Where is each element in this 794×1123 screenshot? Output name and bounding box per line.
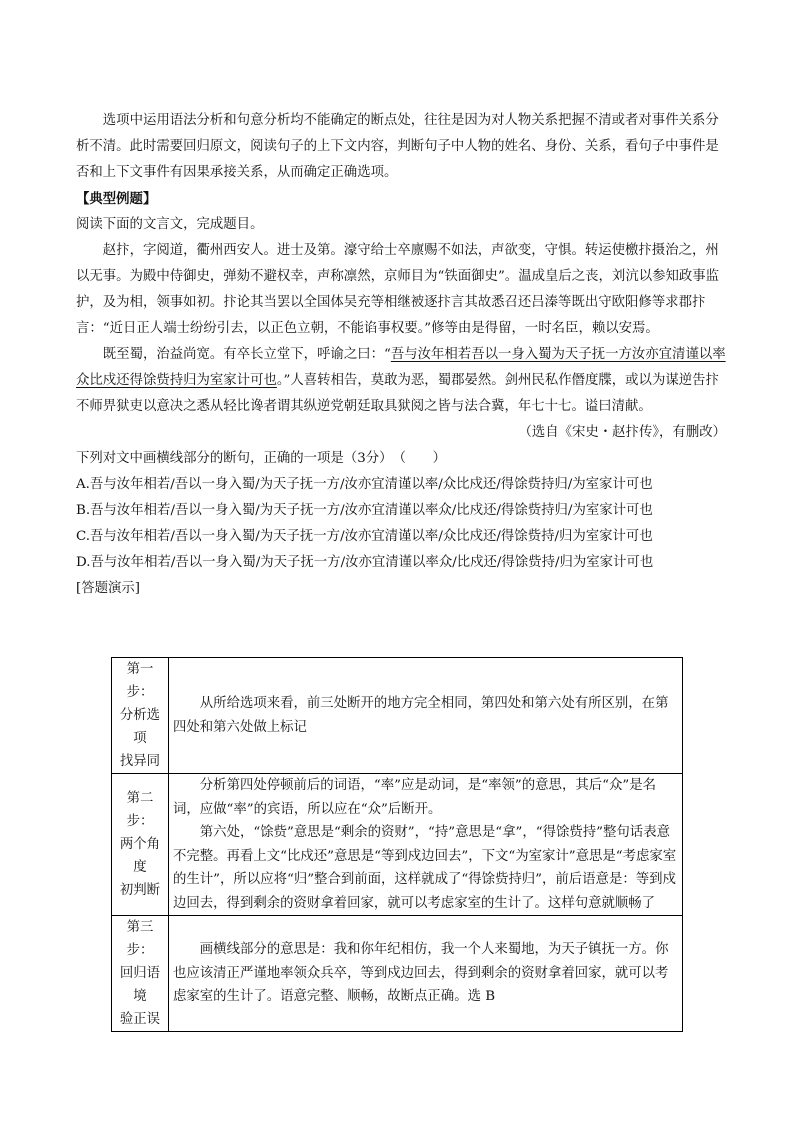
passage-paragraph-2 xyxy=(76,342,726,420)
step-2-body xyxy=(169,774,683,916)
step-1-label xyxy=(112,658,169,774)
step-3-body xyxy=(169,916,683,1032)
option-d: D.吾与汝年相若/吾以一身入蜀/为天子抚一方/汝亦宜清谨以率众/比戍还/得馀赀持/归为室家计可也 xyxy=(76,555,654,570)
step-1-label-line: 第一步： xyxy=(126,662,154,700)
option-b: B.吾与汝年相若/吾以一身入蜀/为天子抚一方/汝亦宜清谨以率众/比戍还/得馀赀持归/为室家计可也 xyxy=(76,503,653,518)
step-1-label-line: 分析选项 xyxy=(119,708,161,746)
step-2-label xyxy=(112,774,169,916)
step-2-text: 第六处，“馀赀”意思是“剩余的资财”，“持”意思是“拿”，“得馀赀持”整句话表意不完整。再看上文“比戍还”意思是“等到戍边回去”，下文“为室家计”意思是“考虑家室的生计”，所以应将“归”整合到前面，这样就成了“得馀赀持归”，前后语意是：等到戍边回去，得到剩余的资财拿着回家，就可以考虑家室的生计了。这样句意就顺畅了 xyxy=(173,825,677,911)
section-heading: 【典型例题】 xyxy=(76,191,157,207)
task-instruction: 阅读下面的文言文，完成题目。 xyxy=(76,217,264,232)
steps-table xyxy=(111,657,683,1032)
step-3-label-line: 第三步： xyxy=(126,920,154,958)
step-2-text: 分析第四处停顿前后的词语，“率”应是动词，是“率领”的意思，其后“众”是名词，应做“率”的宾语，所以应在“众”后断开。 xyxy=(173,778,656,817)
option-c: C.吾与汝年相若/吾以一身入蜀/为天子抚一方/汝亦宜清谨以率/众比戍还/得馀赀持/归为室家计可也 xyxy=(76,529,653,544)
passage-source: （选自《宋史・赵抃传》，有删改） xyxy=(518,425,726,440)
question-text: 下列对文中画横线部分的断句，正确的一项是（3分） （ ） xyxy=(76,451,447,466)
step-3-label xyxy=(112,916,169,1032)
step-3-label-line: 回归语境 xyxy=(119,966,161,1004)
step-row-3 xyxy=(112,916,683,1032)
document-page xyxy=(76,108,726,602)
step-3-text: 画横线部分的意思是：我和你年纪相仿，我一个人来蜀地，为天子镇抚一方。你也应该清正严谨地率领众兵卒，等到戍边回去，得到剩余的资财拿着回家，就可以考虑家室的生计了。语意完整、顺畅，故断点正确。选 B xyxy=(173,942,669,1005)
step-2-label-line: 初判断 xyxy=(119,883,161,898)
step-1-body xyxy=(169,658,683,774)
step-1-label-line: 找异同 xyxy=(119,754,161,769)
step-row-1 xyxy=(112,658,683,774)
intro-paragraph: 选项中运用语法分析和句意分析均不能确定的断点处，往往是因为对人物关系把握不清或者对事件关系分析不清。此时需要回归原文，阅读句子的上下文内容，判断句子中人物的姓名、身份、关系，看句子中事件是否和上下文事件有因果承接关系，从而确定正确选项。 xyxy=(76,113,719,180)
passage-p2-before: 既至蜀，治益尚宽。有卒长立堂下，呼谕之曰：“ xyxy=(102,347,391,362)
demo-label: [答题演示] xyxy=(76,581,141,596)
passage-p2-after: 。”人喜转相告，莫敢为恶，蜀郡晏然。剑州民私作僭度牒，或以为谋逆吿抃不师畀狱吏以意决之悉从轻比谗者谓其纵逆党朝廷取具狱阅之皆与法合冀，年七十七。谥曰清献。 xyxy=(76,373,719,414)
passage-paragraph-1: 赵抃，字阅道，衢州西安人。进士及第。濠守给士卒廪赐不如法，声欲变，守惧。转运使檄抃摄治之，州以无事。为殿中侍御史，弹劾不避权幸，声称凛然，京师目为“铁面御史”。温成皇后之丧，刘沆以参知政事监护，及为相，领事如初。抃论其当罢以全国体吴充等相继被逐抃言其故悉召还吕溱等既出守欧阳修等求郡抃言：“近日正人端士纷纷引去，以正色立朝，不能谄事权要。”修等由是得留，一时名臣，赖以安焉。 xyxy=(76,243,720,336)
step-1-text: 从所给选项来看，前三处断开的地方完全相同，第四处和第六处有所区别，在第四处和第六处做上标记 xyxy=(173,696,669,735)
step-3-label-line: 验正误 xyxy=(119,1012,161,1027)
underlined-sentence: 吾与汝年相若吾以一身入蜀为天子抚一方汝亦宜清谨以率众比戍还得馀赀持归为室家计可也 xyxy=(76,347,726,388)
step-row-2 xyxy=(112,774,683,916)
option-a: A.吾与汝年相若/吾以一身入蜀/为天子抚一方/汝亦宜清谨以率/众比戍还/得馀赀持归/为室家计可也 xyxy=(76,477,653,492)
step-2-label-line: 第二步： xyxy=(126,791,154,829)
step-2-label-line: 两个角度 xyxy=(119,837,161,875)
